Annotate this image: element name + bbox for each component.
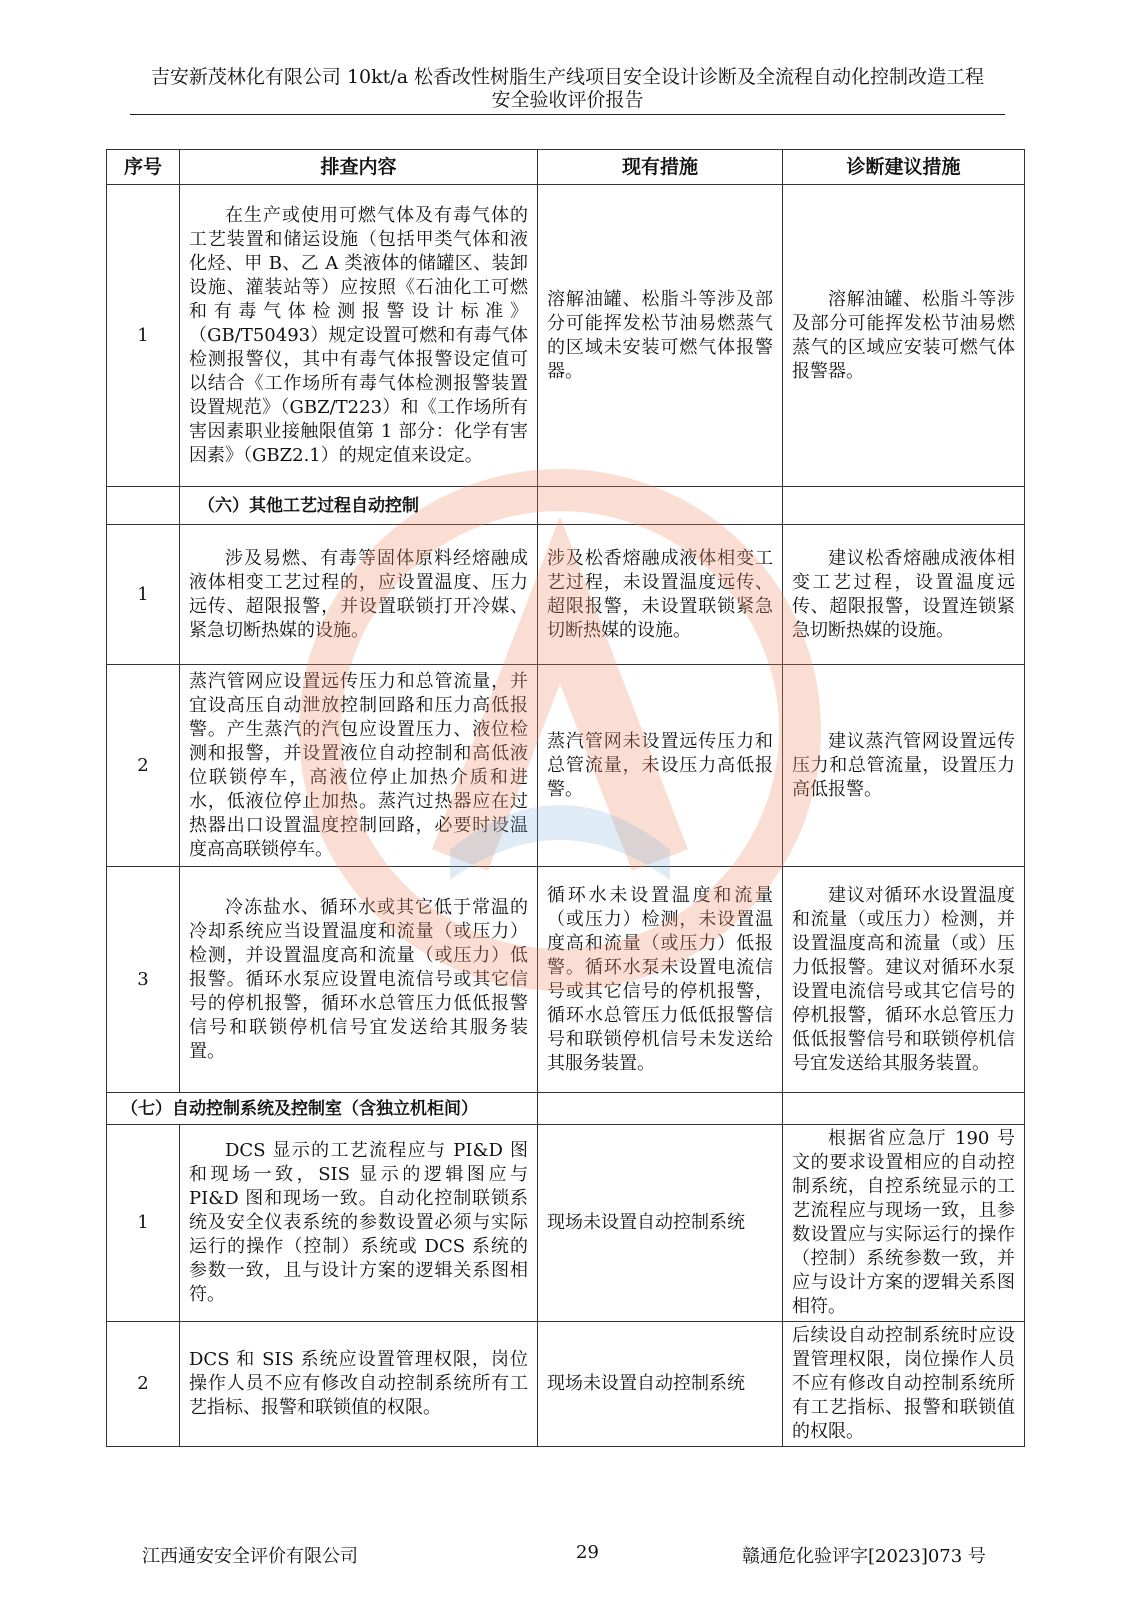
row-suggestion: 根据省应急厅 190 号文的要求设置相应的自动控制系统，自控系统显示的工艺流程应与现场一致，且参数设置应与实际运行的操作（控制）系统参数一致，并应与设计方案的逻辑关系图相符。	[783, 1125, 1025, 1322]
section-seq-cell	[107, 487, 180, 525]
row-seq: 1	[107, 525, 180, 665]
row-existing: 溶解油罐、松脂斗等涉及部分可能挥发松节油易燃蒸气的区域未安装可燃气体报警器。	[538, 185, 783, 487]
col-header-existing: 现有措施	[538, 150, 783, 185]
section-empty-cell	[538, 1093, 783, 1125]
section-empty-cell	[783, 1093, 1025, 1125]
row-content: 冷冻盐水、循环水或其它低于常温的冷却系统应当设置温度和流量（或压力）检测，并设置温度高和流量（或压力）低报警。循环水泵应设置电流信号或其它信号的停机报警，循环水总管压力低低报警信号和联锁停机信号宜发送给其服务装置。	[180, 867, 538, 1093]
row-suggestion: 建议蒸汽管网设置远传压力和总管流量，设置压力高低报警。	[783, 665, 1025, 867]
row-existing: 现场未设置自动控制系统	[538, 1322, 783, 1447]
section-title: （七）自动控制系统及控制室（含独立机柜间）	[107, 1093, 538, 1125]
footer-doc-number: 赣通危化验评字[2023]073 号	[742, 1546, 986, 1567]
header-divider	[130, 114, 1005, 115]
row-existing: 现场未设置自动控制系统	[538, 1125, 783, 1322]
section-empty-cell	[783, 487, 1025, 525]
row-seq: 1	[107, 185, 180, 487]
table-row	[107, 867, 1025, 1093]
row-seq: 2	[107, 1322, 180, 1447]
row-content: DCS 和 SIS 系统应设置管理权限，岗位操作人员不应有修改自动控制系统所有工艺指标、报警和联锁值的权限。	[180, 1322, 538, 1447]
row-existing: 涉及松香熔融成液体相变工艺过程，未设置温度远传、超限报警，未设置联锁紧急切断热媒的设施。	[538, 525, 783, 665]
inspection-table	[106, 149, 1025, 1447]
table-row	[107, 1125, 1025, 1322]
table-row	[107, 1322, 1025, 1447]
header-title-line2: 安全验收评价报告	[491, 89, 644, 111]
row-seq: 3	[107, 867, 180, 1093]
col-header-suggestion: 诊断建议措施	[783, 150, 1025, 185]
section-row	[107, 487, 1025, 525]
row-seq: 1	[107, 1125, 180, 1322]
page-header	[130, 66, 1005, 112]
table-row	[107, 185, 1025, 487]
table-row	[107, 665, 1025, 867]
section-title: （六）其他工艺过程自动控制	[180, 487, 538, 525]
row-content: 涉及易燃、有毒等固体原料经熔融成液体相变工艺过程的，应设置温度、压力远传、超限报警，并设置联锁打开冷媒、紧急切断热媒的设施。	[180, 525, 538, 665]
col-header-seq: 序号	[107, 150, 180, 185]
row-suggestion: 后续设自动控制系统时应设置管理权限，岗位操作人员不应有修改自动控制系统所有工艺指标、报警和联锁值的权限。	[783, 1322, 1025, 1447]
row-suggestion: 溶解油罐、松脂斗等涉及部分可能挥发松节油易燃蒸气的区域应安装可燃气体报警器。	[783, 185, 1025, 487]
table-row	[107, 525, 1025, 665]
footer-company: 江西通安安全评价有限公司	[142, 1546, 358, 1567]
row-content: DCS 显示的工艺流程应与 PI&D 图和现场一致，SIS 显示的逻辑图应与 PI&D 图和现场一致。自动化控制联锁系统及安全仪表系统的参数设置必须与实际运行的操作（控制）系统或 DCS 系统的参数一致，且与设计方案的逻辑关系图相符。	[180, 1125, 538, 1322]
row-existing: 循环水未设置温度和流量（或压力）检测，未设置温度高和流量（或压力）低报警。循环水泵未设置电流信号或其它信号的停机报警，循环水总管压力低低报警信号和联锁停机信号未发送给其服务装置。	[538, 867, 783, 1093]
row-content: 蒸汽管网应设置远传压力和总管流量，并宜设高压自动泄放控制回路和压力高低报警。产生蒸汽的汽包应设置压力、液位检测和报警，并设置液位自动控制和高低液位联锁停车，高液位停止加热介质和进水，低液位停止加热。蒸汽过热器应在过热器出口设置温度控制回路，必要时设温度高高联锁停车。	[180, 665, 538, 867]
row-existing: 蒸汽管网未设置远传压力和总管流量，未设压力高低报警。	[538, 665, 783, 867]
row-suggestion: 建议对循环水设置温度和流量（或压力）检测，并设置温度高和流量（或）压力低报警。建议对循环水泵设置电流信号或其它信号的停机报警，循环水总管压力低低报警信号和联锁停机信号宜发送给其服务装置。	[783, 867, 1025, 1093]
section-row	[107, 1093, 1025, 1125]
header-title-line1: 吉安新茂林化有限公司 10kt/a 松香改性树脂生产线项目安全设计诊断及全流程自动化控制改造工程	[150, 66, 985, 88]
row-content: 在生产或使用可燃气体及有毒气体的工艺装置和储运设施（包括甲类气体和液化烃、甲 B、乙 A 类液体的储罐区、装卸设施、灌装站等）应按照《石油化工可燃和有毒气体检测报警设计标准》（GB/T50493）规定设置可燃和有毒气体检测报警仪，其中有毒气体报警设定值可以结合《工作场所有毒气体检测报警装置设置规范》（GBZ/T223）和《工作场所有害因素职业接触限值第 1 部分：化学有害因素》（GBZ2.1）的规定值来设定。	[180, 185, 538, 487]
row-seq: 2	[107, 665, 180, 867]
row-suggestion: 建议松香熔融成液体相变工艺过程，设置温度远传、超限报警，设置连锁紧急切断热媒的设施。	[783, 525, 1025, 665]
table-header-row	[107, 150, 1025, 185]
footer-page-number: 29	[576, 1542, 599, 1563]
col-header-content: 排查内容	[180, 150, 538, 185]
section-empty-cell	[538, 487, 783, 525]
